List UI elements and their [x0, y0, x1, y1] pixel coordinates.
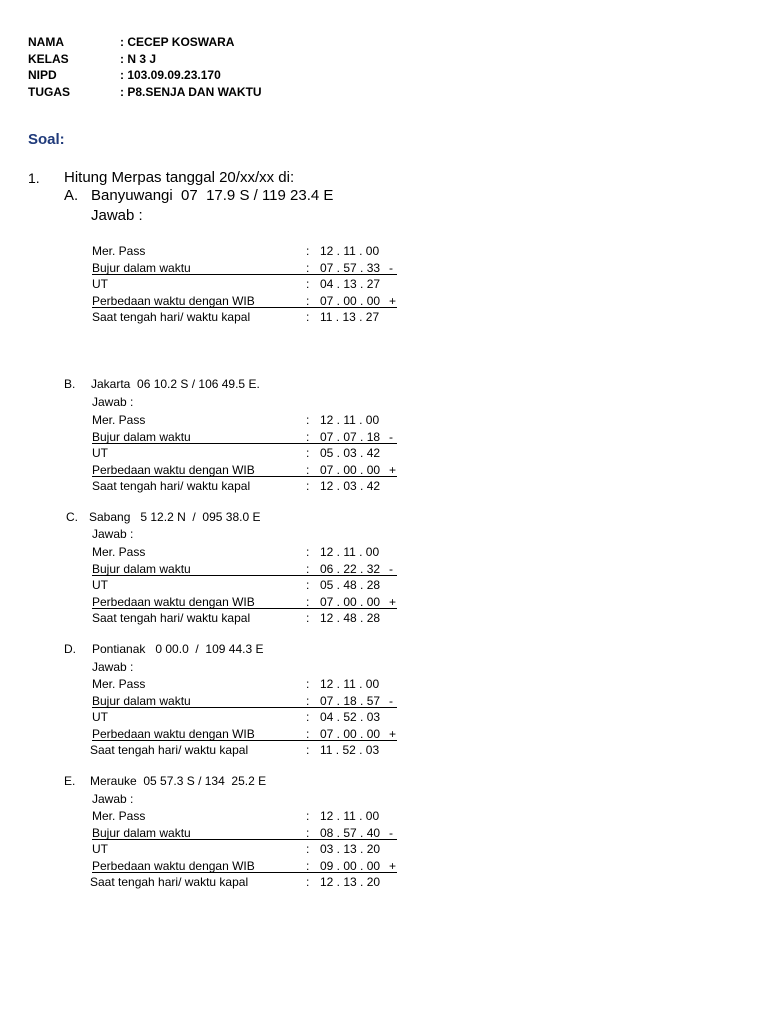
- colon: :: [306, 429, 310, 444]
- info-key: KELAS: [28, 51, 69, 66]
- colon: :: [306, 858, 310, 873]
- section-b-title: [64, 377, 260, 391]
- section-letter: B.: [64, 377, 76, 391]
- calc-label: Saat tengah hari/ waktu kapal: [90, 875, 249, 889]
- calc-row: [90, 742, 380, 759]
- info-row-kelas: [28, 51, 262, 68]
- calc-operator: -: [389, 825, 393, 840]
- calc-value: 07 . 00 . 00: [320, 462, 381, 477]
- section-b-jawab: Jawab :: [92, 395, 134, 409]
- colon: :: [306, 842, 310, 856]
- colon: :: [306, 726, 310, 741]
- calc-value: 07 . 00 . 00: [320, 726, 381, 741]
- calc-label: Saat tengah hari/ waktu kapal: [92, 479, 251, 493]
- calc-value: 04 . 13 . 27: [320, 277, 381, 291]
- info-row-tugas: [28, 84, 262, 101]
- calc-label: Bujur dalam waktu: [92, 561, 191, 576]
- calc-value: 12 . 13 . 20: [320, 875, 381, 889]
- calc-value: 07 . 18 . 57: [320, 693, 381, 708]
- calc-label: Bujur dalam waktu: [92, 260, 191, 275]
- calc-operator: +: [389, 858, 397, 873]
- calc-label: Bujur dalam waktu: [92, 825, 191, 840]
- colon: :: [306, 825, 310, 840]
- info-value: : N 3 J: [120, 51, 157, 66]
- section-location: Jakarta 06 10.2 S / 106 49.5 E.: [91, 377, 260, 391]
- calc-value: 12 . 03 . 42: [320, 479, 381, 493]
- colon: :: [306, 875, 310, 889]
- calc-label: UT: [92, 842, 108, 856]
- calc-value: 04 . 52 . 03: [320, 710, 381, 724]
- info-value: : CECEP KOSWARA: [120, 35, 235, 49]
- calc-value: 12 . 11 . 00: [320, 244, 380, 258]
- calc-label: UT: [92, 277, 108, 291]
- calc-operator: +: [389, 594, 397, 609]
- calc-value: 07 . 07 . 18: [320, 429, 381, 444]
- calc-label: UT: [92, 578, 108, 592]
- calc-label: Saat tengah hari/ waktu kapal: [90, 743, 249, 757]
- calc-operator: -: [389, 561, 393, 576]
- calc-operator: +: [389, 726, 397, 741]
- calc-value: 12 . 11 . 00: [320, 809, 380, 823]
- colon: :: [306, 809, 310, 823]
- calc-label: Mer. Pass: [92, 244, 146, 258]
- colon: :: [306, 446, 310, 460]
- section-d-title: [64, 642, 263, 656]
- section-location: Merauke 05 57.3 S / 134 25.2 E: [90, 774, 267, 788]
- section-a-title: [64, 187, 333, 204]
- calc-operator: -: [389, 429, 393, 444]
- calc-value: 07 . 00 . 00: [320, 594, 381, 609]
- section-a-jawab: Jawab :: [91, 207, 143, 224]
- calc-value: 12 . 11 . 00: [320, 545, 380, 559]
- question-text: Hitung Merpas tanggal 20/xx/xx di:: [64, 169, 295, 186]
- calc-value: 07 . 00 . 00: [320, 293, 381, 308]
- calc-value: 12 . 48 . 28: [320, 611, 381, 625]
- colon: :: [306, 693, 310, 708]
- calc-value: 06 . 22 . 32: [320, 561, 381, 576]
- section-letter: C.: [66, 510, 78, 524]
- colon: :: [306, 413, 310, 427]
- section-e-title: [64, 774, 266, 788]
- colon: :: [306, 260, 310, 275]
- section-c-title: [66, 510, 260, 524]
- colon: :: [306, 743, 310, 757]
- soal-heading: Soal:: [28, 131, 65, 148]
- colon: :: [306, 594, 310, 609]
- colon: :: [306, 244, 310, 258]
- calc-value: 05 . 48 . 28: [320, 578, 381, 592]
- info-value: : 103.09.09.23.170: [120, 68, 221, 82]
- calc-value: 08 . 57 . 40: [320, 825, 381, 840]
- colon: :: [306, 561, 310, 576]
- colon: :: [306, 677, 310, 691]
- calc-label: Mer. Pass: [92, 809, 146, 823]
- calc-label: Perbedaan waktu dengan WIB: [92, 594, 255, 609]
- calc-label: Bujur dalam waktu: [92, 693, 191, 708]
- section-location: Pontianak 0 00.0 / 109 44.3 E: [92, 642, 264, 656]
- calc-label: UT: [92, 710, 108, 724]
- calc-label: Perbedaan waktu dengan WIB: [92, 726, 255, 741]
- colon: :: [306, 578, 310, 592]
- colon: :: [306, 479, 310, 493]
- calc-value: 11 . 52 . 03: [320, 743, 380, 757]
- colon: :: [306, 462, 310, 477]
- section-letter: E.: [64, 774, 76, 788]
- calc-label: Perbedaan waktu dengan WIB: [92, 293, 255, 308]
- colon: :: [306, 545, 310, 559]
- info-key: NIPD: [28, 68, 57, 82]
- section-d-jawab: Jawab :: [92, 660, 134, 674]
- colon: :: [306, 293, 310, 308]
- calc-value: 03 . 13 . 20: [320, 842, 381, 856]
- student-info: [28, 34, 262, 100]
- calc-label: Perbedaan waktu dengan WIB: [92, 858, 255, 873]
- colon: :: [306, 310, 310, 324]
- info-key: NAMA: [28, 35, 64, 49]
- colon: :: [306, 611, 310, 625]
- calc-label: UT: [92, 446, 108, 460]
- calc-label: Mer. Pass: [92, 413, 146, 427]
- calc-label: Mer. Pass: [92, 677, 146, 691]
- calc-operator: -: [389, 693, 393, 708]
- calc-operator: +: [389, 462, 397, 477]
- section-c-jawab: Jawab :: [92, 527, 134, 541]
- section-letter: D.: [64, 642, 76, 656]
- calc-operator: +: [389, 293, 397, 308]
- section-e-jawab: Jawab :: [92, 792, 134, 806]
- calc-operator: -: [389, 260, 393, 275]
- calc-label: Saat tengah hari/ waktu kapal: [92, 611, 251, 625]
- calc-label: Mer. Pass: [92, 545, 146, 559]
- calc-row: [90, 874, 381, 891]
- calc-value: 07 . 57 . 33: [320, 260, 381, 275]
- calc-value: 05 . 03 . 42: [320, 446, 381, 460]
- info-row-nipd: [28, 67, 262, 84]
- section-location: Banyuwangi 07 17.9 S / 119 23.4 E: [91, 187, 334, 204]
- question-number: 1.: [28, 170, 40, 186]
- calc-value: 11 . 13 . 27: [320, 310, 380, 324]
- calc-value: 12 . 11 . 00: [320, 413, 380, 427]
- section-location: Sabang 5 12.2 N / 095 38.0 E: [89, 510, 261, 524]
- info-row-nama: [28, 34, 262, 51]
- calc-value: 12 . 11 . 00: [320, 677, 380, 691]
- colon: :: [306, 277, 310, 291]
- calc-label: Saat tengah hari/ waktu kapal: [92, 310, 251, 324]
- section-letter: A.: [64, 187, 79, 204]
- calc-label: Bujur dalam waktu: [92, 429, 191, 444]
- info-value: : P8.SENJA DAN WAKTU: [120, 84, 262, 99]
- calc-value: 09 . 00 . 00: [320, 858, 381, 873]
- info-key: TUGAS: [28, 84, 70, 99]
- calc-label: Perbedaan waktu dengan WIB: [92, 462, 255, 477]
- colon: :: [306, 710, 310, 724]
